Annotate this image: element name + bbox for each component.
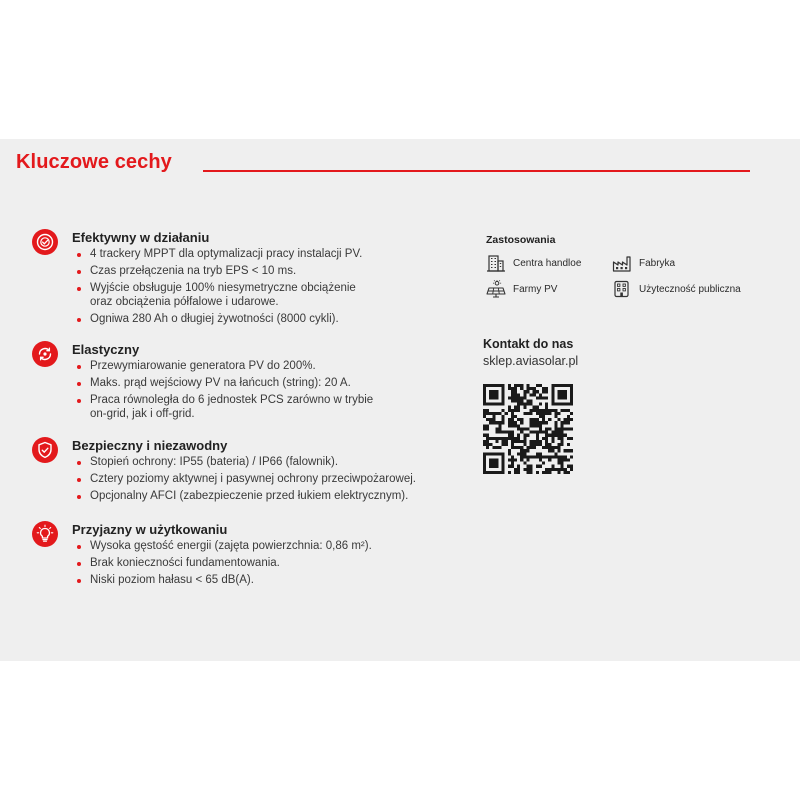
application-item xyxy=(612,280,741,298)
lightbulb-icon xyxy=(32,521,58,547)
feature-title: Efektywny w działaniu xyxy=(72,230,210,245)
public-building-icon xyxy=(612,280,632,298)
office-building-icon xyxy=(486,254,506,272)
bullet-item: 4 trackery MPPT dla optymalizacji pracy instalacji PV. xyxy=(76,248,480,262)
bullet-item: Czas przełączenia na tryb EPS < 10 ms. xyxy=(76,265,480,279)
bullet-item: Praca równoległa do 6 jednostek PCS zarówno w trybie on-grid, jak i off-grid. xyxy=(76,394,480,421)
bullet-item: Cztery poziomy aktywnej i pasywnej ochrony przeciwpożarowej. xyxy=(76,473,480,487)
factory-icon xyxy=(612,254,632,272)
contact-title: Kontakt do nas xyxy=(483,337,574,351)
applications-title: Zastosowania xyxy=(486,234,556,246)
application-label: Centra handloe xyxy=(513,257,582,269)
bullet-item: Brak konieczności fundamentowania. xyxy=(76,557,480,571)
bullet-item: Ogniwa 280 Ah o długiej żywotności (8000 cykli). xyxy=(76,313,480,327)
application-item xyxy=(486,280,557,298)
bullet-item: Wysoka gęstość energii (zajęta powierzchnia: 0,86 m²). xyxy=(76,540,480,554)
application-label: Farmy PV xyxy=(513,283,558,295)
qr-code-icon[interactable] xyxy=(483,384,573,474)
bullet-item: Przewymiarowanie generatora PV do 200%. xyxy=(76,360,480,374)
title-divider xyxy=(203,170,750,172)
application-item xyxy=(612,254,675,272)
feature-title: Przyjazny w użytkowaniu xyxy=(72,522,228,537)
application-label: Fabryka xyxy=(639,257,676,269)
bullet-item: Opcjonalny AFCI (zabezpieczenie przed łukiem elektrycznym). xyxy=(76,490,480,504)
feature-bullets xyxy=(76,360,480,425)
flexible-arrows-icon xyxy=(32,341,58,367)
key-features-panel xyxy=(0,139,800,661)
bullet-item: Niski poziom hałasu < 65 dB(A). xyxy=(76,574,480,588)
target-check-icon xyxy=(32,229,58,255)
bullet-item: Wyjście obsługuje 100% niesymetryczne obciążenie oraz obciążenia półfalowe i udarowe. xyxy=(76,282,480,309)
feature-title: Bezpieczny i niezawodny xyxy=(72,438,228,453)
feature-bullets xyxy=(76,456,480,507)
application-item xyxy=(486,254,581,272)
bullet-item: Maks. prąd wejściowy PV na łańcuch (string): 20 A. xyxy=(76,377,480,391)
bullet-item: Stopień ochrony: IP55 (bateria) / IP66 (falownik). xyxy=(76,456,480,470)
contact-link[interactable]: sklep.aviasolar.pl xyxy=(483,354,579,368)
feature-bullets xyxy=(76,540,480,591)
shield-check-icon xyxy=(32,437,58,463)
feature-title: Elastyczny xyxy=(72,342,140,357)
application-label: Użyteczność publiczna xyxy=(639,283,741,295)
solar-panel-icon xyxy=(486,280,506,298)
section-title: Kluczowe cechy xyxy=(16,151,172,173)
feature-bullets xyxy=(76,248,480,330)
